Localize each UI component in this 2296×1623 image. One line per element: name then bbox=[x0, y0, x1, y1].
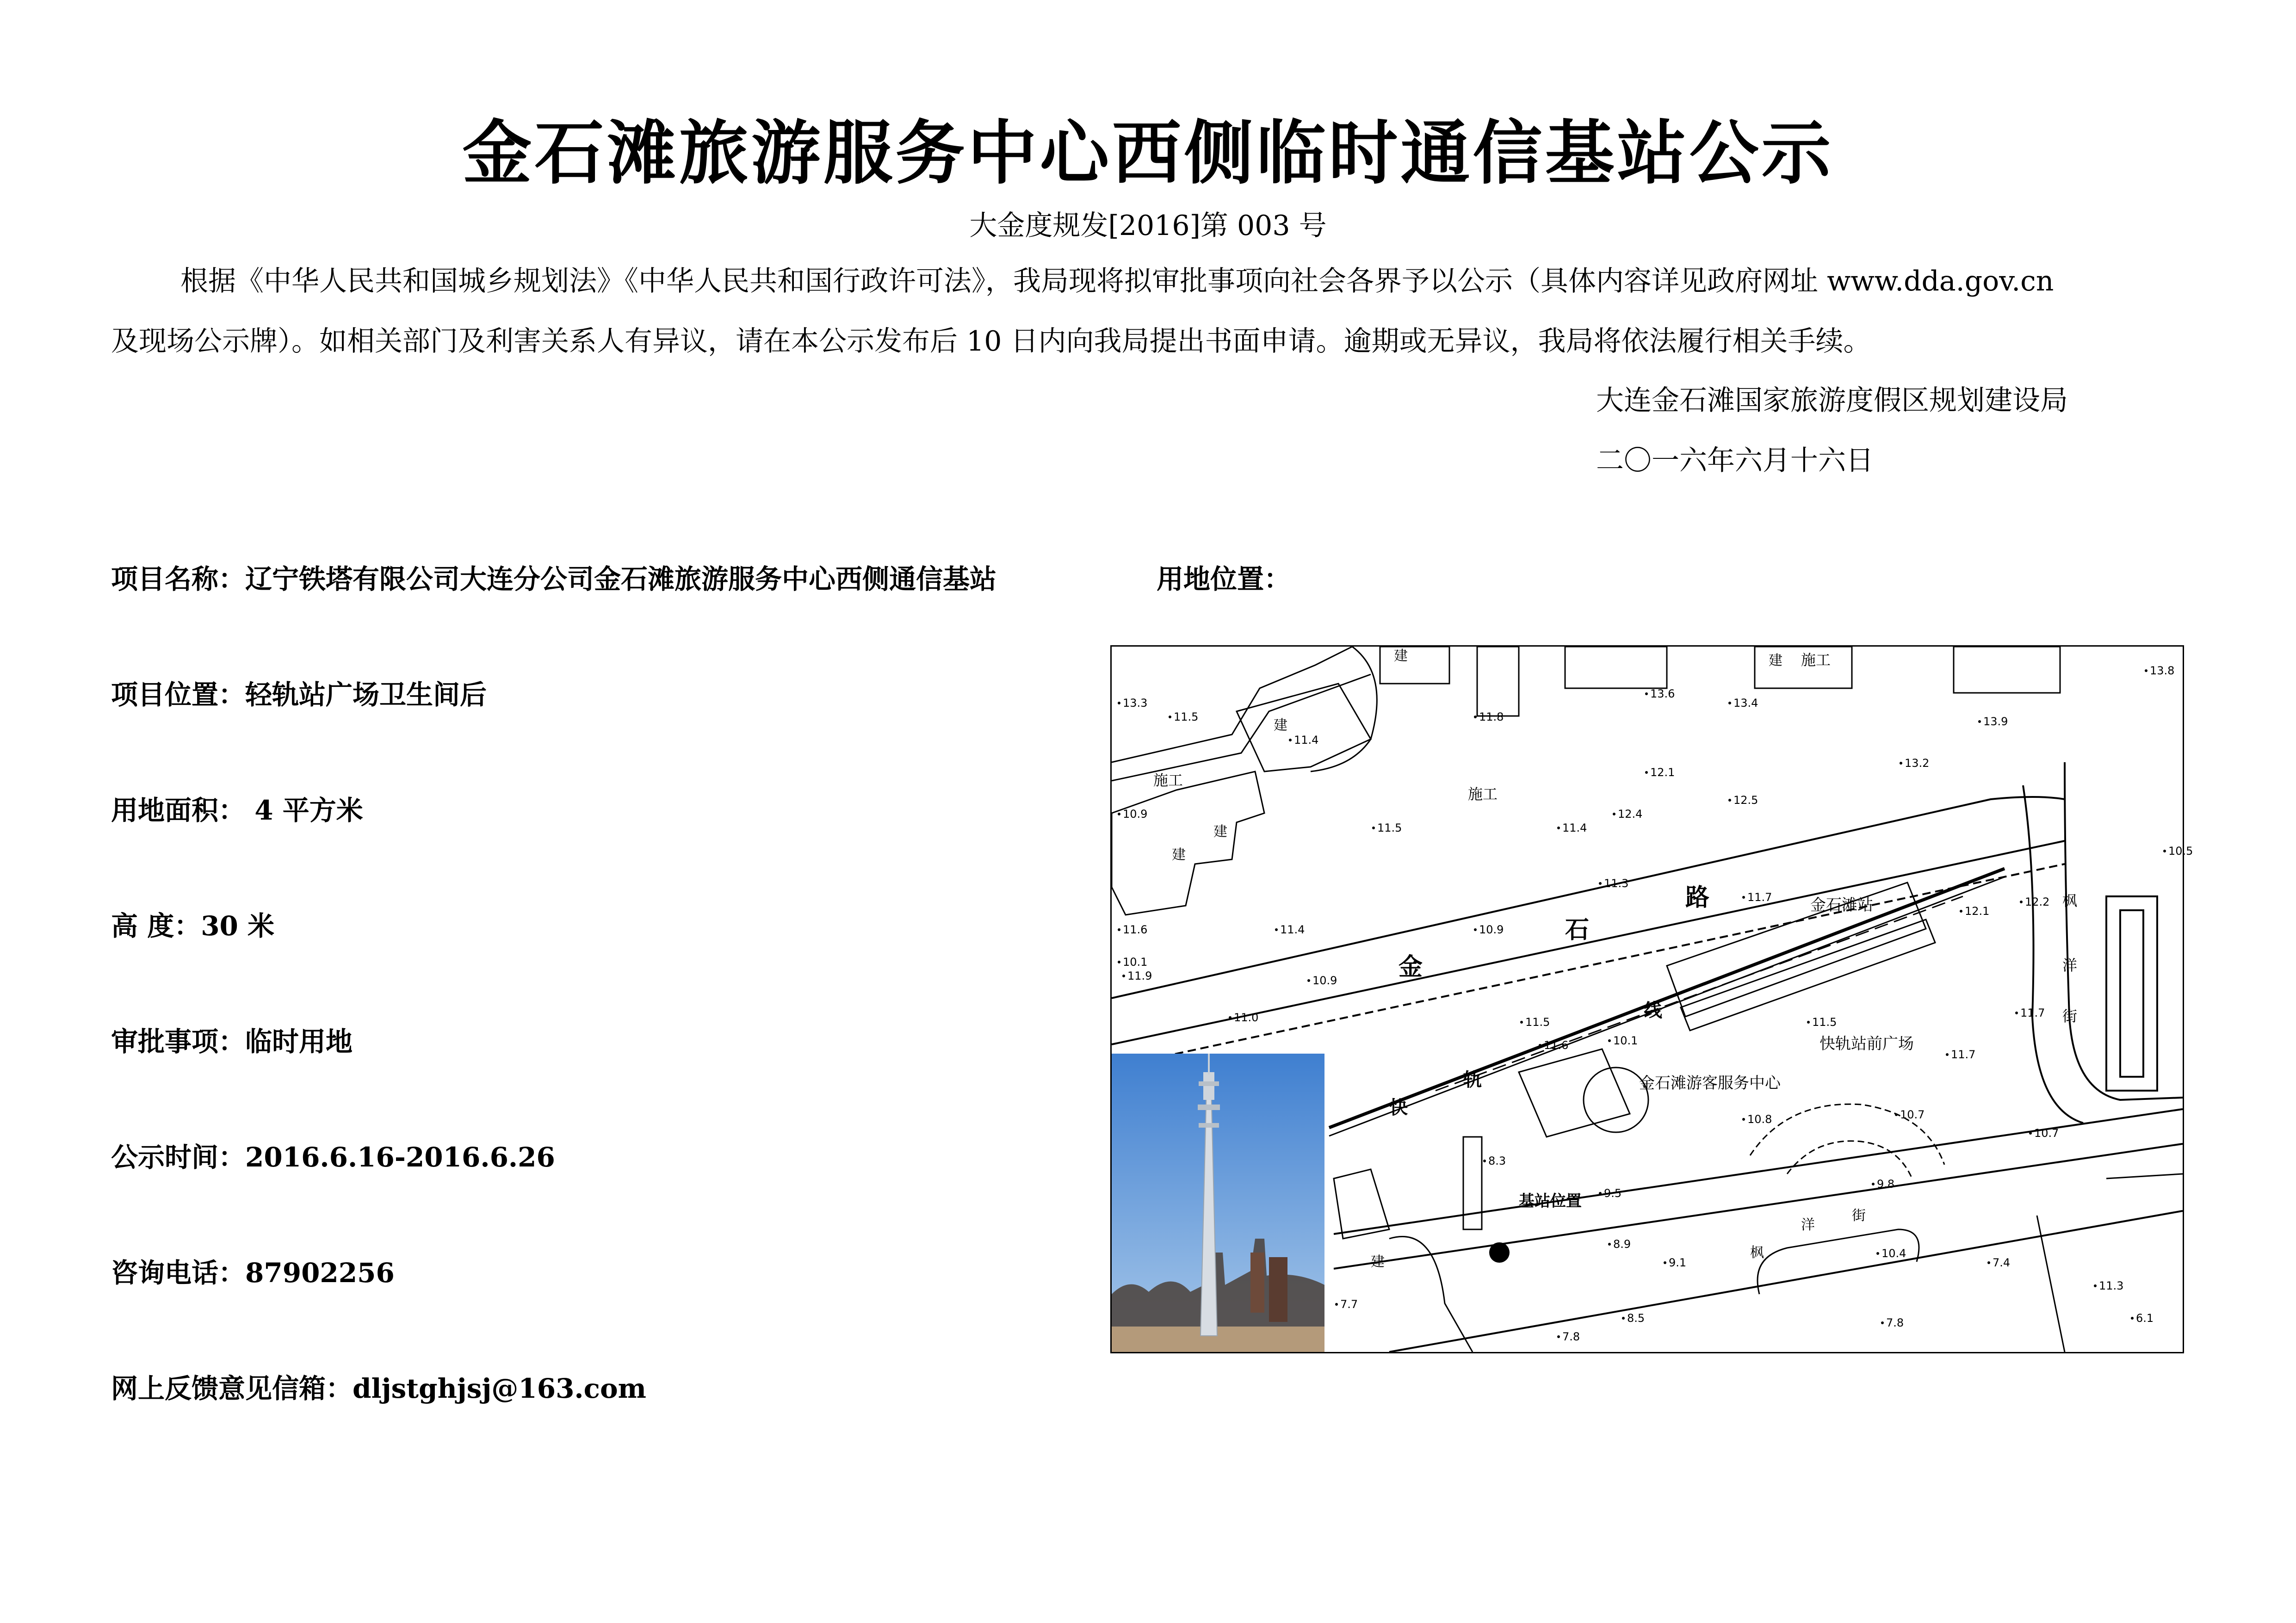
map-elevation-label: 7.7 bbox=[1340, 1298, 1358, 1311]
map-elevation-label: 11.7 bbox=[2020, 1006, 2045, 1019]
map-elevation-point bbox=[1608, 1039, 1611, 1042]
map-elevation-label: 11.7 bbox=[1747, 891, 1772, 904]
map-elevation-point bbox=[1645, 692, 1648, 695]
map-street-char: 洋 bbox=[1801, 1217, 1815, 1233]
map-road-char: 金 bbox=[1399, 953, 1423, 981]
map-elevation-point bbox=[1289, 739, 1292, 741]
map-elevation-label: 10.7 bbox=[1900, 1108, 1925, 1121]
map-elevation-label: 13.3 bbox=[1123, 697, 1148, 710]
map-elevation-label: 11.7 bbox=[1951, 1048, 1976, 1061]
map-elevation-point bbox=[1978, 720, 1981, 723]
map-elevation-point bbox=[1169, 716, 1171, 718]
project-name: 项目名称：辽宁铁塔有限公司大连分公司金石滩旅游服务中心西侧通信基站 bbox=[111, 563, 997, 595]
tower-photo bbox=[1112, 1054, 1324, 1352]
notice-period: 公示时间：2016.6.16-2016.6.26 bbox=[111, 1142, 555, 1173]
map-elevation-point bbox=[1946, 1053, 1949, 1056]
map-elevation-point bbox=[2020, 901, 2023, 903]
map-elevation-point bbox=[1608, 1243, 1611, 1246]
map-label-building: 建 bbox=[1172, 847, 1186, 863]
map-elevation-point bbox=[1622, 1317, 1625, 1320]
map-elevation-point bbox=[1539, 1044, 1541, 1047]
map-elevation-point bbox=[1307, 979, 1310, 982]
map-elevation-point bbox=[1599, 882, 1602, 885]
map-elevation-label: 10.5 bbox=[2168, 845, 2193, 858]
map-elevation-point bbox=[1122, 975, 1125, 977]
map-elevation-label: 11.9 bbox=[1127, 969, 1152, 982]
map-street-char: 街 bbox=[2062, 1007, 2078, 1025]
map-elevation-point bbox=[1807, 1021, 1810, 1024]
map-elevation-label: 9.5 bbox=[1604, 1187, 1622, 1200]
notice-paragraph-line2: 及现场公示牌）。如相关部门及利害关系人有异议，请在本公示发布后 10 日内向我局提出书面申请。逾期或无异议，我局将依法履行相关手续。 bbox=[111, 325, 1871, 358]
map-elevation-label: 8.5 bbox=[1627, 1312, 1645, 1325]
map-elevation-label: 11.3 bbox=[2099, 1279, 2124, 1292]
map-elevation-label: 10.7 bbox=[2034, 1127, 2059, 1140]
map-elevation-label: 11.5 bbox=[1174, 710, 1199, 723]
map-elevation-label: 11.4 bbox=[1280, 923, 1305, 936]
map-label-station: 金石滩站 bbox=[1810, 896, 1873, 914]
map-street-char: 枫 bbox=[2062, 892, 2078, 909]
map-elevation-point bbox=[1557, 827, 1560, 829]
project-position: 项目位置：轻轨站广场卫生间后 bbox=[111, 679, 487, 710]
map-rail-char: 线 bbox=[1644, 1000, 1662, 1021]
map-elevation-point bbox=[1372, 827, 1375, 829]
map-elevation-point bbox=[1728, 702, 1731, 704]
map-elevation-label: 11.3 bbox=[1604, 877, 1629, 890]
map-elevation-label: 11.5 bbox=[1377, 821, 1402, 834]
map-elevation-label: 11.5 bbox=[1525, 1016, 1550, 1029]
map-elevation-label: 12.2 bbox=[2025, 895, 2050, 908]
map-street-char: 洋 bbox=[2062, 957, 2078, 974]
map-elevation-point bbox=[1229, 1016, 1232, 1019]
map-elevation-point bbox=[1118, 928, 1120, 931]
map-elevation-point bbox=[1275, 928, 1278, 931]
map-label-building: 建 bbox=[1213, 824, 1227, 840]
map-elevation-point bbox=[2145, 669, 2147, 672]
inquiry-phone: 咨询电话：87902256 bbox=[111, 1257, 395, 1289]
map-road-char: 石 bbox=[1565, 916, 1590, 944]
map-elevation-label: 11.4 bbox=[1294, 734, 1319, 747]
map-label-building: 建 bbox=[1769, 653, 1782, 669]
map-label-construction: 施工 bbox=[1153, 771, 1183, 789]
map-label-building: 建 bbox=[1394, 648, 1408, 664]
map-elevation-point bbox=[1520, 1021, 1523, 1024]
map-label-base-station: 基站位置 bbox=[1519, 1192, 1582, 1210]
site-map bbox=[1110, 645, 2193, 1353]
map-label-building: 建 bbox=[1274, 717, 1287, 734]
map-elevation-point bbox=[1474, 716, 1477, 718]
issuer: 大连金石滩国家旅游度假区规划建设局 bbox=[1596, 384, 2068, 417]
map-elevation-label: 12.4 bbox=[1618, 808, 1643, 821]
map-elevation-point bbox=[2163, 850, 2166, 852]
land-area: 用地面积： 4 平方米 bbox=[111, 795, 363, 826]
notice-title: 金石滩旅游服务中心西侧临时通信基站公示 bbox=[462, 113, 1834, 194]
map-elevation-point bbox=[1728, 799, 1731, 802]
document-number: 大金度规发[2016]第 003 号 bbox=[969, 210, 1327, 242]
map-elevation-label: 11.0 bbox=[1234, 1011, 1259, 1024]
map-street-char: 街 bbox=[1852, 1208, 1866, 1224]
map-rail-char: 快 bbox=[1389, 1097, 1408, 1118]
map-elevation-label: 10.1 bbox=[1123, 956, 1148, 969]
map-elevation-label: 12.5 bbox=[1733, 794, 1758, 807]
map-elevation-point bbox=[1645, 771, 1648, 774]
map-elevation-point bbox=[2015, 1012, 2018, 1014]
map-elevation-label: 10.9 bbox=[1312, 974, 1337, 987]
map-elevation-label: 12.1 bbox=[1965, 905, 1990, 918]
map-elevation-point bbox=[1742, 1118, 1745, 1121]
map-elevation-point bbox=[1664, 1261, 1666, 1264]
map-elevation-point bbox=[1599, 1192, 1602, 1195]
approval-item: 审批事项：临时用地 bbox=[111, 1026, 353, 1057]
map-elevation-point bbox=[1118, 813, 1120, 815]
map-rail-char: 轨 bbox=[1463, 1069, 1482, 1091]
map-label-plaza: 快轨站前广场 bbox=[1819, 1035, 1914, 1053]
site-location-label: 用地位置： bbox=[1157, 563, 1291, 595]
map-elevation-label: 7.4 bbox=[1993, 1256, 2011, 1269]
map-elevation-point bbox=[1742, 896, 1745, 899]
map-elevation-point bbox=[2029, 1132, 2032, 1135]
map-road-char: 路 bbox=[1685, 884, 1710, 912]
map-elevation-point bbox=[1900, 762, 1902, 765]
base-station-marker bbox=[1489, 1242, 1510, 1263]
map-elevation-label: 10.8 bbox=[1747, 1113, 1772, 1126]
map-street-char: 枫 bbox=[1750, 1245, 1764, 1261]
issue-date: 二〇一六年六月十六日 bbox=[1596, 444, 1874, 477]
map-elevation-label: 10.4 bbox=[1881, 1247, 1906, 1260]
map-elevation-point bbox=[2094, 1284, 2097, 1287]
map-elevation-label: 11.6 bbox=[1544, 1039, 1569, 1052]
map-elevation-label: 13.4 bbox=[1733, 697, 1758, 710]
map-label-construction: 施工 bbox=[1468, 785, 1498, 803]
map-elevation-label: 11.6 bbox=[1123, 923, 1148, 936]
map-elevation-point bbox=[1895, 1113, 1898, 1116]
map-elevation-label: 10.9 bbox=[1123, 808, 1148, 821]
map-label-building: 建 bbox=[1371, 1254, 1385, 1270]
map-elevation-label: 13.9 bbox=[1983, 715, 2008, 728]
map-elevation-label: 6.1 bbox=[2136, 1312, 2154, 1325]
map-elevation-point bbox=[1483, 1160, 1486, 1162]
map-elevation-point bbox=[1118, 702, 1120, 704]
map-elevation-label: 11.4 bbox=[1562, 821, 1587, 834]
map-elevation-point bbox=[1881, 1321, 1884, 1324]
notice-paragraph-line1: 根据《中华人民共和国城乡规划法》《中华人民共和国行政许可法》，我局现将拟审批事项向社会各界予以公示（具体内容详见政府网址 www.dda.gov.cn bbox=[180, 265, 2054, 297]
map-elevation-label: 7.8 bbox=[1886, 1316, 1904, 1329]
map-label-construction: 施工 bbox=[1801, 651, 1831, 669]
map-elevation-label: 8.3 bbox=[1488, 1154, 1506, 1167]
map-elevation-label: 9.8 bbox=[1877, 1178, 1895, 1191]
map-elevation-point bbox=[1557, 1335, 1560, 1338]
map-elevation-point bbox=[1872, 1183, 1875, 1185]
map-elevation-label: 7.8 bbox=[1562, 1330, 1580, 1343]
tower-height: 高 度：30 米 bbox=[111, 910, 275, 942]
map-elevation-point bbox=[1987, 1261, 1990, 1264]
map-elevation-point bbox=[1613, 813, 1615, 815]
map-elevation-point bbox=[1960, 910, 1962, 913]
map-elevation-label: 13.8 bbox=[2150, 664, 2175, 677]
map-elevation-point bbox=[1335, 1303, 1338, 1306]
map-elevation-label: 10.1 bbox=[1613, 1034, 1638, 1047]
map-elevation-label: 8.9 bbox=[1613, 1238, 1631, 1251]
map-elevation-label: 10.9 bbox=[1479, 923, 1504, 936]
map-elevation-label: 12.1 bbox=[1650, 766, 1675, 779]
map-elevation-point bbox=[1118, 961, 1120, 963]
map-elevation-point bbox=[1876, 1252, 1879, 1255]
map-elevation-label: 9.1 bbox=[1669, 1256, 1687, 1269]
map-elevation-label: 13.6 bbox=[1650, 687, 1675, 700]
feedback-email: 网上反馈意见信箱：dljstghjsj@163.com bbox=[111, 1373, 646, 1404]
map-elevation-label: 11.5 bbox=[1812, 1016, 1837, 1029]
map-elevation-point bbox=[2131, 1317, 2134, 1320]
map-elevation-point bbox=[1474, 928, 1477, 931]
map-elevation-label: 11.8 bbox=[1479, 710, 1504, 723]
map-elevation-label: 13.2 bbox=[1905, 757, 1930, 770]
map-label-service-center: 金石滩游客服务中心 bbox=[1639, 1074, 1781, 1092]
